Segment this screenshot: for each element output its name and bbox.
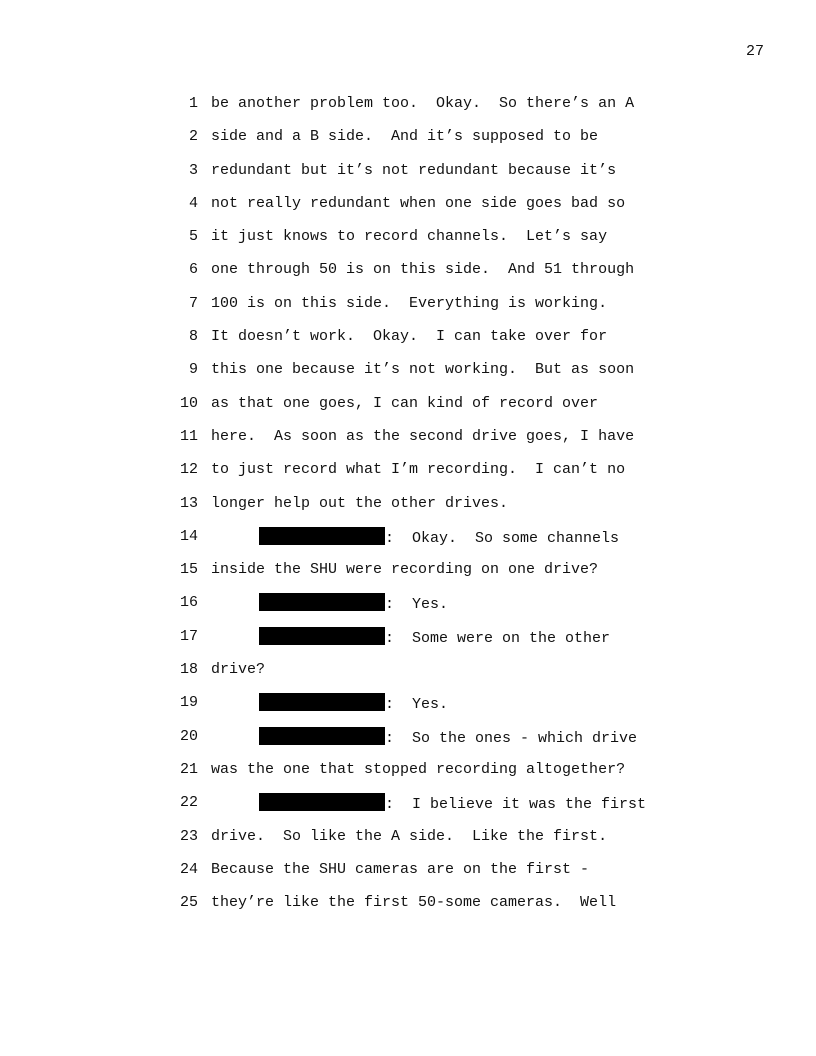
transcript-line [174, 760, 674, 793]
redacted-speaker-name [259, 793, 385, 811]
line-text: one through 50 is on this side. And 51 through [211, 261, 635, 279]
line-number: 24 [179, 860, 198, 878]
redacted-speaker-name [259, 693, 385, 711]
line-text: side and a B side. And it’s supposed to be [211, 128, 599, 146]
transcript-line [174, 194, 674, 227]
line-text: to just record what I’m recording. I can’t no [211, 461, 626, 479]
speaker-turn-text [259, 593, 448, 615]
line-text: not really redundant when one side goes bad so [211, 194, 626, 212]
line-number: 7 [188, 294, 198, 312]
line-number: 11 [179, 427, 198, 445]
redacted-speaker-name [259, 593, 385, 611]
transcript-line [174, 394, 674, 427]
spoken-text: : Some were on the other [385, 629, 611, 647]
line-number: 8 [188, 328, 198, 346]
transcript-line [174, 593, 674, 626]
line-number: 10 [179, 394, 198, 412]
line-text: here. As soon as the second drive goes, I have [211, 427, 635, 445]
page-number: 27 [745, 43, 764, 60]
line-text: was the one that stopped recording altogether? [211, 760, 626, 778]
transcript-line [174, 94, 674, 127]
transcript-line [174, 260, 674, 293]
spoken-text: : Yes. [385, 596, 449, 614]
speaker-turn-text [259, 727, 637, 749]
line-text: redundant but it’s not redundant because it’s [211, 161, 617, 179]
line-number: 18 [179, 661, 198, 679]
line-number: 17 [179, 627, 198, 645]
spoken-text: : Okay. So some channels [385, 529, 620, 547]
line-number: 25 [179, 894, 198, 912]
spoken-text: : So the ones - which drive [385, 729, 638, 747]
line-number: 15 [179, 561, 198, 579]
line-text: inside the SHU were recording on one drive? [211, 561, 599, 579]
line-number: 5 [188, 228, 198, 246]
line-number: 4 [188, 194, 198, 212]
line-number: 22 [179, 794, 198, 812]
transcript-line [174, 660, 674, 693]
transcript-line [174, 460, 674, 493]
transcript-line [174, 727, 674, 760]
line-number: 1 [188, 95, 198, 112]
spoken-text: : Yes. [385, 696, 449, 714]
speaker-turn-text [259, 527, 619, 549]
transcript-line [174, 860, 674, 893]
line-number: 12 [179, 461, 198, 479]
line-number: 16 [179, 594, 198, 612]
line-number: 20 [179, 727, 198, 745]
transcript-line [174, 227, 674, 260]
speaker-turn-text [259, 793, 646, 815]
transcript-line [174, 693, 674, 726]
transcript-line [174, 560, 674, 593]
line-number: 23 [179, 827, 198, 845]
line-number: 19 [179, 694, 198, 712]
line-number: 13 [179, 494, 198, 512]
transcript-line [174, 127, 674, 160]
line-text: they’re like the first 50-some cameras. Well [211, 894, 617, 912]
transcript-line [174, 427, 674, 460]
transcript-line [174, 161, 674, 194]
line-text: 100 is on this side. Everything is working. [211, 294, 608, 312]
transcript-line [174, 893, 674, 926]
transcript-body [174, 94, 674, 926]
spoken-text: : I believe it was the first [385, 796, 647, 814]
redacted-speaker-name [259, 627, 385, 645]
line-number: 2 [188, 128, 198, 146]
transcript-line [174, 627, 674, 660]
speaker-turn-text [259, 693, 448, 715]
line-number: 9 [188, 361, 198, 379]
redacted-speaker-name [259, 727, 385, 745]
line-number: 21 [179, 760, 198, 778]
line-text: as that one goes, I can kind of record over [211, 394, 599, 412]
transcript-line [174, 494, 674, 527]
line-text: Because the SHU cameras are on the first - [211, 860, 590, 878]
line-text: longer help out the other drives. [211, 494, 509, 512]
speaker-turn-text [259, 627, 610, 649]
transcript-line [174, 294, 674, 327]
line-text: drive. So like the A side. Like the first. [211, 827, 608, 845]
line-text: It doesn’t work. Okay. I can take over for [211, 328, 608, 346]
transcript-line [174, 827, 674, 860]
redacted-speaker-name [259, 527, 385, 545]
transcript-line [174, 793, 674, 826]
transcript-line [174, 360, 674, 393]
line-text: this one because it’s not working. But as soon [211, 361, 635, 379]
line-text: it just knows to record channels. Let’s say [211, 228, 608, 246]
line-number: 14 [179, 527, 198, 545]
transcript-line [174, 527, 674, 560]
line-number: 6 [188, 261, 198, 279]
transcript-line [174, 327, 674, 360]
line-number: 3 [188, 161, 198, 179]
line-text: drive? [211, 661, 266, 679]
line-text: be another problem too. Okay. So there’s an A [211, 95, 635, 112]
